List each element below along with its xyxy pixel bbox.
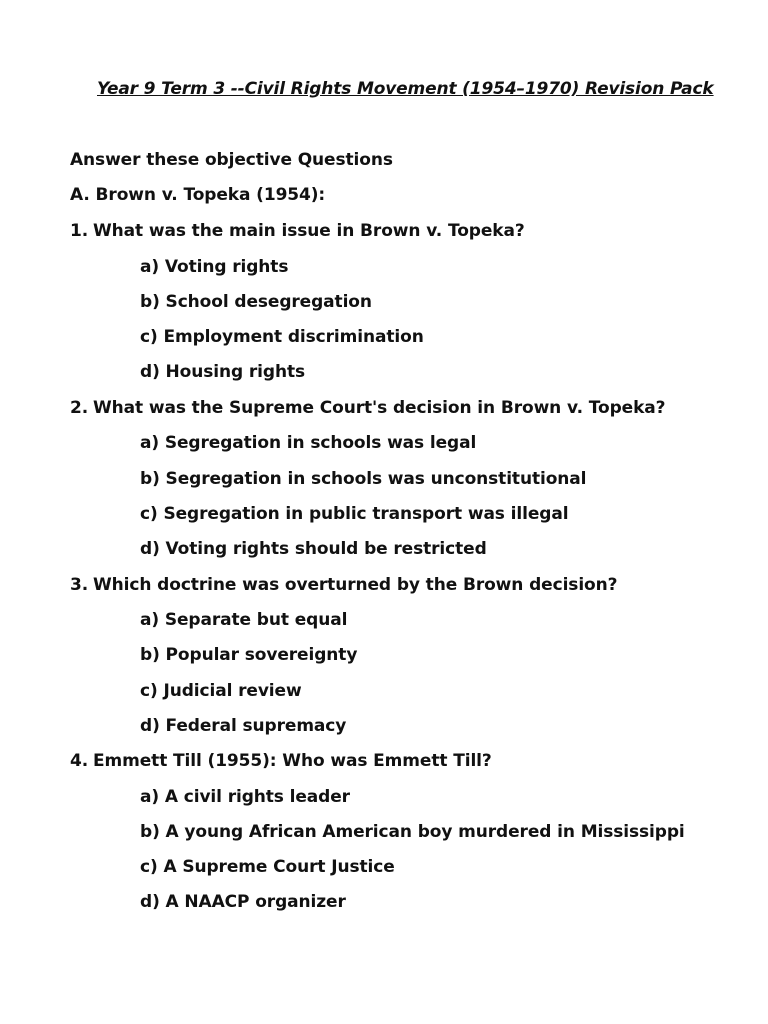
question-3 (70, 575, 617, 595)
option-2d: d) Voting rights should be restricted (140, 539, 487, 559)
option-3b: b) Popular sovereignty (140, 645, 358, 665)
section-heading: A. Brown v. Topeka (1954): (70, 185, 326, 205)
question-number: 1. (70, 221, 89, 241)
question-4 (70, 751, 492, 771)
question-number: 3. (70, 575, 89, 595)
option-2a: a) Segregation in schools was legal (140, 433, 477, 453)
page-title: Year 9 Term 3 --Civil Rights Movement (1954–1970) Revision Pack (97, 79, 714, 99)
option-3c: c) Judicial review (140, 681, 302, 701)
option-1c: c) Employment discrimination (140, 327, 424, 347)
instructions-text: Answer these objective Questions (70, 150, 393, 170)
question-text: Emmett Till (1955): Who was Emmett Till? (93, 751, 492, 771)
option-3d: d) Federal supremacy (140, 716, 347, 736)
option-1a: a) Voting rights (140, 257, 289, 277)
option-4b: b) A young African American boy murdered in Mississippi (140, 822, 685, 842)
option-1d: d) Housing rights (140, 362, 306, 382)
option-2c: c) Segregation in public transport was illegal (140, 504, 569, 524)
option-1b: b) School desegregation (140, 292, 372, 312)
question-number: 4. (70, 751, 89, 771)
question-1 (70, 221, 525, 241)
question-number: 2. (70, 398, 89, 418)
option-4d: d) A NAACP organizer (140, 892, 346, 912)
option-3a: a) Separate but equal (140, 610, 348, 630)
option-4a: a) A civil rights leader (140, 787, 350, 807)
question-text: Which doctrine was overturned by the Brown decision? (93, 575, 618, 595)
question-text: What was the Supreme Court's decision in Brown v. Topeka? (93, 398, 666, 418)
question-text: What was the main issue in Brown v. Topeka? (93, 221, 525, 241)
option-4c: c) A Supreme Court Justice (140, 857, 395, 877)
option-2b: b) Segregation in schools was unconstitutional (140, 469, 587, 489)
question-2 (70, 398, 665, 418)
